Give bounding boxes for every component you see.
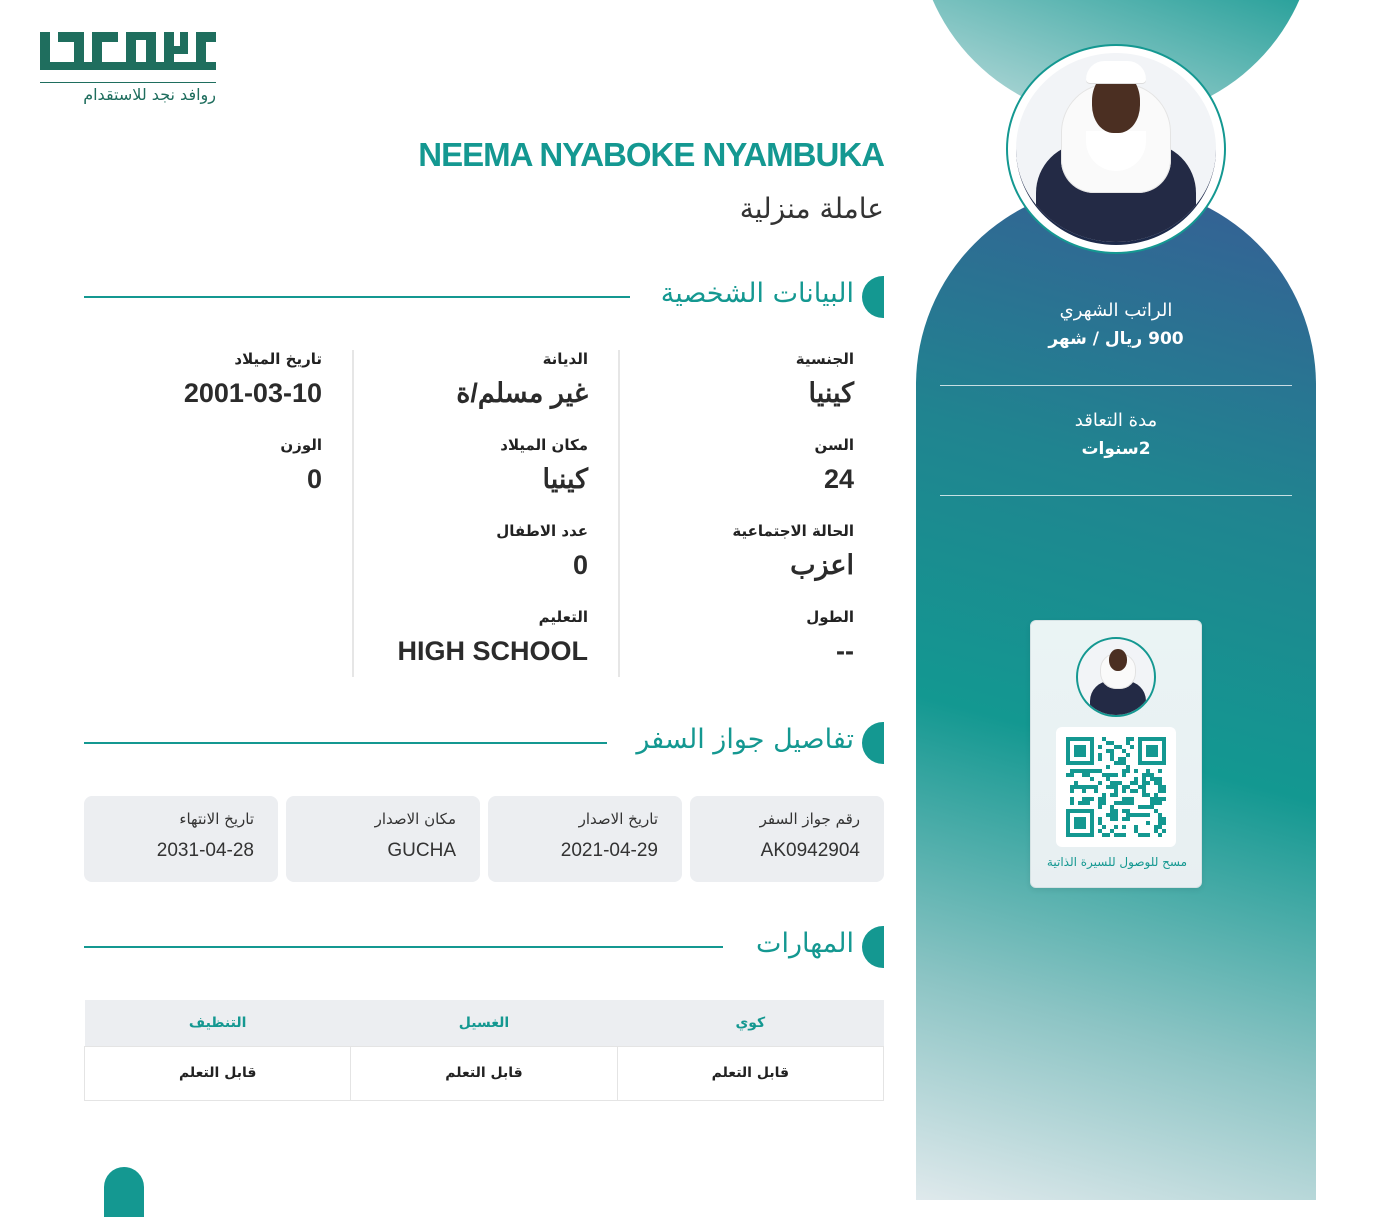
qr-module <box>1150 773 1154 777</box>
qr-module <box>1138 833 1142 837</box>
qr-module <box>1118 781 1122 785</box>
passport-label: رقم جواز السفر <box>759 810 860 828</box>
passport-label: تاريخ الاصدار <box>578 810 658 828</box>
qr-module <box>1114 793 1118 797</box>
qr-module <box>1150 805 1154 809</box>
qr-module <box>1158 817 1162 821</box>
field-children <box>352 522 588 581</box>
passport-value: 2021-04-29 <box>560 840 658 861</box>
job-title: عاملة منزلية <box>739 192 884 225</box>
qr-module <box>1094 785 1098 789</box>
qr-module <box>1146 769 1150 773</box>
section-tab-marker <box>862 276 884 318</box>
qr-module <box>1126 813 1130 817</box>
qr-code-icon <box>1066 737 1166 837</box>
qr-module <box>1074 769 1078 773</box>
qr-module <box>1106 749 1110 753</box>
qr-module <box>1102 737 1106 741</box>
passport-expiry-card <box>84 796 278 882</box>
logo-tagline: روافد نجد للاستقدام <box>40 82 216 104</box>
sidebar-divider <box>940 385 1292 386</box>
sidebar-divider <box>940 495 1292 496</box>
qr-module <box>1162 821 1166 825</box>
qr-module <box>1114 817 1118 821</box>
qr-module <box>1114 801 1118 805</box>
qr-module <box>1158 781 1162 785</box>
section-title: المهارات <box>756 928 854 959</box>
qr-module <box>1114 813 1118 817</box>
field-label: الوزن <box>280 436 322 454</box>
qr-module <box>1154 777 1158 781</box>
qr-module <box>1154 829 1158 833</box>
qr-module <box>1154 809 1158 813</box>
qr-module <box>1110 753 1114 757</box>
section-tab-marker <box>862 722 884 764</box>
profile-sidebar <box>916 0 1316 1200</box>
qr-module <box>1102 825 1106 829</box>
field-value: HIGH SCHOOL <box>397 636 588 666</box>
skill-header-washing: الغسيل <box>351 1000 617 1046</box>
qr-module <box>1070 785 1074 789</box>
qr-module <box>1078 785 1082 789</box>
skill-header-ironing: كوي <box>617 1000 883 1046</box>
qr-module <box>1158 789 1162 793</box>
qr-module <box>1130 797 1134 801</box>
qr-module <box>1110 741 1114 745</box>
qr-module <box>1158 777 1162 781</box>
qr-finder <box>1074 817 1086 829</box>
qr-module <box>1082 769 1086 773</box>
field-marital-status <box>618 522 854 581</box>
field-label: تاريخ الميلاد <box>234 350 322 368</box>
qr-module <box>1122 757 1126 761</box>
contract-value: 2سنوات <box>1081 439 1151 459</box>
qr-module <box>1154 797 1158 801</box>
passport-details <box>84 796 884 882</box>
qr-module <box>1110 773 1114 777</box>
qr-module <box>1074 781 1078 785</box>
passport-value: GUCHA <box>387 840 456 861</box>
qr-module <box>1094 789 1098 793</box>
photo-face <box>1109 649 1127 671</box>
profile-photo <box>1016 53 1216 245</box>
qr-module <box>1102 833 1106 837</box>
qr-module <box>1126 737 1130 741</box>
qr-module <box>1126 801 1130 805</box>
qr-module <box>1142 833 1146 837</box>
qr-module <box>1158 797 1162 801</box>
qr-module <box>1146 805 1150 809</box>
section-divider <box>84 946 723 948</box>
qr-module <box>1134 829 1138 833</box>
qr-module <box>1098 769 1102 773</box>
section-heading-passport <box>84 722 884 764</box>
qr-module <box>1114 781 1118 785</box>
qr-module <box>1110 757 1114 761</box>
contract-label: مدة التعاقد <box>1074 410 1158 431</box>
qr-module <box>1078 801 1082 805</box>
field-value: 2001-03-10 <box>183 378 322 408</box>
qr-module <box>1122 789 1126 793</box>
field-label: الديانة <box>542 350 588 368</box>
qr-module <box>1106 777 1110 781</box>
field-religion <box>352 350 588 409</box>
field-label: التعليم <box>538 608 588 626</box>
qr-module <box>1106 813 1110 817</box>
qr-finder <box>1146 745 1158 757</box>
personal-column-3 <box>86 350 352 677</box>
qr-module <box>1066 773 1070 777</box>
qr-module <box>1098 797 1102 801</box>
qr-module <box>1098 801 1102 805</box>
qr-module <box>1114 833 1118 837</box>
qr-module <box>1138 805 1142 809</box>
field-label: الحالة الاجتماعية <box>732 522 854 540</box>
personal-column-1 <box>618 350 884 677</box>
qr-module <box>1106 833 1110 837</box>
qr-module <box>1098 753 1102 757</box>
field-birth-date <box>86 350 322 409</box>
passport-label: تاريخ الانتهاء <box>179 810 254 828</box>
qr-module <box>1110 813 1114 817</box>
qr-module <box>1118 801 1122 805</box>
qr-module <box>1094 769 1098 773</box>
qr-module <box>1134 825 1138 829</box>
company-logo <box>40 30 216 104</box>
qr-module <box>1114 789 1118 793</box>
qr-module <box>1142 785 1146 789</box>
field-birthplace <box>352 436 588 495</box>
personal-info-grid <box>84 350 884 677</box>
qr-module <box>1138 785 1142 789</box>
qr-module <box>1142 813 1146 817</box>
skills-header-row <box>85 1000 884 1046</box>
qr-module <box>1162 785 1166 789</box>
passport-value: 2031-04-28 <box>156 840 254 861</box>
qr-module <box>1110 781 1114 785</box>
qr-module <box>1146 781 1150 785</box>
qr-module <box>1114 761 1118 765</box>
qr-module <box>1106 741 1110 745</box>
qr-module <box>1130 745 1134 749</box>
qr-module <box>1134 769 1138 773</box>
field-value: 24 <box>823 464 854 494</box>
qr-module <box>1142 777 1146 781</box>
qr-module <box>1098 745 1102 749</box>
qr-module <box>1154 825 1158 829</box>
section-tab-marker <box>862 926 884 968</box>
qr-module <box>1130 801 1134 805</box>
qr-module <box>1150 797 1154 801</box>
qr-module <box>1090 797 1094 801</box>
qr-module <box>1154 793 1158 797</box>
qr-module <box>1146 813 1150 817</box>
qr-module <box>1142 789 1146 793</box>
qr-module <box>1110 793 1114 797</box>
qr-module <box>1146 821 1150 825</box>
qr-module <box>1122 785 1126 789</box>
field-label: الطول <box>806 608 854 626</box>
qr-module <box>1134 813 1138 817</box>
qr-module <box>1126 769 1130 773</box>
qr-module <box>1126 753 1130 757</box>
logo-mark-icon <box>40 30 216 78</box>
qr-module <box>1162 789 1166 793</box>
qr-module <box>1154 781 1158 785</box>
qr-module <box>1078 769 1082 773</box>
qr-module <box>1142 793 1146 797</box>
qr-module <box>1098 817 1102 821</box>
qr-module <box>1150 777 1154 781</box>
qr-module <box>1122 833 1126 837</box>
qr-finder <box>1074 745 1086 757</box>
qr-module <box>1070 773 1074 777</box>
section-title: البيانات الشخصية <box>660 278 854 309</box>
qr-module <box>1086 773 1090 777</box>
qr-module <box>1130 737 1134 741</box>
qr-module <box>1130 781 1134 785</box>
personal-column-2 <box>352 350 618 677</box>
qr-module <box>1126 817 1130 821</box>
qr-module <box>1126 765 1130 769</box>
qr-module <box>1134 777 1138 781</box>
photo-cap <box>1086 61 1146 83</box>
qr-module <box>1106 765 1110 769</box>
qr-module <box>1098 757 1102 761</box>
qr-module <box>1082 773 1086 777</box>
qr-module <box>1090 777 1094 781</box>
field-value: 0 <box>306 464 322 494</box>
qr-module <box>1114 745 1118 749</box>
qr-module <box>1114 825 1118 829</box>
qr-module <box>1102 773 1106 777</box>
skills-table <box>84 1000 884 1101</box>
qr-module <box>1086 769 1090 773</box>
field-value: غير مسلم/ة <box>456 378 588 408</box>
qr-module <box>1122 809 1126 813</box>
passport-value: AK0942904 <box>760 840 860 861</box>
qr-module <box>1110 749 1114 753</box>
qr-module <box>1110 805 1114 809</box>
qr-module <box>1162 829 1166 833</box>
qr-module <box>1126 785 1130 789</box>
skill-header-cleaning: التنظيف <box>85 1000 351 1046</box>
qr-module <box>1146 833 1150 837</box>
section-divider <box>84 296 630 298</box>
qr-module <box>1110 817 1114 821</box>
section-title: تفاصيل جواز السفر <box>636 724 854 755</box>
qr-module <box>1142 773 1146 777</box>
field-nationality <box>618 350 854 409</box>
passport-number-card <box>690 796 884 882</box>
qr-module <box>1158 825 1162 829</box>
qr-module <box>1130 789 1134 793</box>
skill-level-cleaning: قابل التعلم <box>85 1046 351 1100</box>
qr-module <box>1122 761 1126 765</box>
skill-level-washing: قابل التعلم <box>351 1046 617 1100</box>
qr-module <box>1154 801 1158 805</box>
qr-module <box>1114 773 1118 777</box>
salary-label: الراتب الشهري <box>1059 300 1173 321</box>
field-value: كينيا <box>542 464 588 494</box>
skill-level-ironing: قابل التعلم <box>617 1046 883 1100</box>
skills-level-row <box>85 1046 884 1100</box>
qr-module <box>1158 833 1162 837</box>
qr-module <box>1158 785 1162 789</box>
section-heading-personal <box>84 276 884 318</box>
qr-module <box>1114 809 1118 813</box>
qr-module <box>1106 785 1110 789</box>
qr-module <box>1122 817 1126 821</box>
qr-module <box>1102 801 1106 805</box>
field-value: 0 <box>572 550 588 580</box>
qr-module <box>1150 801 1154 805</box>
qr-module <box>1070 769 1074 773</box>
passport-label: مكان الاصدار <box>374 810 456 828</box>
qr-module <box>1122 825 1126 829</box>
qr-module <box>1122 801 1126 805</box>
qr-module <box>1138 813 1142 817</box>
qr-module <box>1070 801 1074 805</box>
field-label: مكان الميلاد <box>500 436 588 454</box>
qr-module <box>1070 797 1074 801</box>
qr-module <box>1102 797 1106 801</box>
qr-module <box>1082 785 1086 789</box>
qr-module <box>1090 785 1094 789</box>
qr-module <box>1114 785 1118 789</box>
field-label: عدد الاطفال <box>496 522 588 540</box>
qr-module <box>1162 817 1166 821</box>
qr-module <box>1086 797 1090 801</box>
page-footer-tab <box>104 1167 144 1217</box>
qr-module <box>1118 761 1122 765</box>
qr-module <box>1118 833 1122 837</box>
qr-module <box>1110 785 1114 789</box>
qr-card[interactable] <box>1030 620 1202 888</box>
candidate-name: NEEMA NYABOKE NYAMBUKA <box>418 136 884 173</box>
field-value: -- <box>836 636 854 666</box>
qr-code[interactable] <box>1056 727 1176 847</box>
qr-module <box>1090 769 1094 773</box>
qr-module <box>1074 785 1078 789</box>
qr-module <box>1122 769 1126 773</box>
qr-caption: مسح للوصول للسيرة الذاتية <box>1046 855 1188 869</box>
qr-module <box>1142 805 1146 809</box>
qr-module <box>1126 797 1130 801</box>
qr-module <box>1082 789 1086 793</box>
qr-module <box>1110 809 1114 813</box>
qr-module <box>1134 789 1138 793</box>
qr-module <box>1158 801 1162 805</box>
qr-module <box>1158 821 1162 825</box>
qr-module <box>1122 797 1126 801</box>
qr-module <box>1082 801 1086 805</box>
qr-module <box>1110 829 1114 833</box>
qr-module <box>1086 801 1090 805</box>
qr-module <box>1070 789 1074 793</box>
qr-module <box>1142 781 1146 785</box>
qr-module <box>1122 773 1126 777</box>
field-height <box>618 608 854 667</box>
qr-module <box>1086 785 1090 789</box>
qr-module <box>1098 821 1102 825</box>
profile-photo-frame <box>1006 44 1226 254</box>
qr-module <box>1082 797 1086 801</box>
contract-block <box>916 410 1316 459</box>
field-age <box>618 436 854 495</box>
field-weight <box>86 436 322 495</box>
qr-card-photo <box>1076 637 1156 717</box>
salary-value: 900 ريال / شهر <box>1048 329 1184 349</box>
qr-module <box>1102 793 1106 797</box>
section-heading-skills <box>84 926 884 968</box>
passport-issue-place-card <box>286 796 480 882</box>
salary-block <box>916 300 1316 349</box>
qr-module <box>1118 757 1122 761</box>
qr-module <box>1126 741 1130 745</box>
field-value: اعزب <box>790 550 854 580</box>
passport-issue-date-card <box>488 796 682 882</box>
qr-module <box>1122 749 1126 753</box>
field-label: السن <box>814 436 854 454</box>
field-value: كينيا <box>808 378 854 408</box>
section-divider <box>84 742 607 744</box>
qr-module <box>1134 781 1138 785</box>
qr-module <box>1158 769 1162 773</box>
qr-module <box>1126 809 1130 813</box>
qr-module <box>1098 829 1102 833</box>
qr-module <box>1098 805 1102 809</box>
qr-module <box>1098 781 1102 785</box>
qr-module <box>1158 813 1162 817</box>
qr-module <box>1146 793 1150 797</box>
qr-module <box>1162 797 1166 801</box>
field-education <box>352 608 588 667</box>
qr-module <box>1146 773 1150 777</box>
qr-module <box>1130 813 1134 817</box>
qr-module <box>1118 745 1122 749</box>
qr-module <box>1106 773 1110 777</box>
field-label: الجنسية <box>795 350 854 368</box>
